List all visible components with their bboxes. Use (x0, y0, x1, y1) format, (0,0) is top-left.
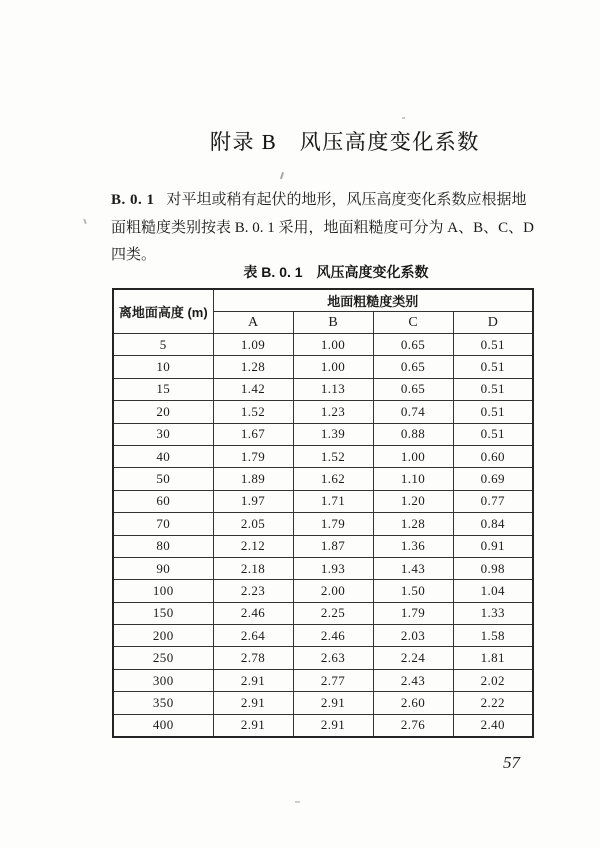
appendix-title: 附录 B 风压高度变化系数 (210, 130, 480, 154)
coefficient-cell: 1.33 (453, 602, 533, 624)
coefficient-cell: 2.25 (293, 602, 373, 624)
coefficient-cell: 2.60 (373, 692, 453, 714)
coefficient-cell: 2.46 (213, 602, 293, 624)
scan-artifact-speck (402, 117, 405, 119)
coefficient-cell: 1.97 (213, 490, 293, 512)
scan-artifact-speck (295, 801, 300, 803)
height-cell: 70 (113, 513, 213, 535)
coefficient-cell: 1.39 (293, 423, 373, 445)
table-row (113, 423, 533, 445)
page-number: 57 (503, 753, 520, 772)
coefficient-cell: 1.09 (213, 334, 293, 356)
coefficient-cell: 2.43 (373, 669, 453, 691)
coefficient-cell: 1.00 (293, 334, 373, 356)
height-cell: 30 (113, 423, 213, 445)
coefficient-cell: 0.51 (453, 401, 533, 423)
coefficient-cell: 2.91 (213, 714, 293, 737)
height-cell: 250 (113, 647, 213, 669)
coefficient-cell: 0.51 (453, 423, 533, 445)
coefficient-cell: 2.40 (453, 714, 533, 737)
table-row (113, 334, 533, 356)
coefficient-cell: 0.65 (373, 378, 453, 400)
coefficient-cell: 0.98 (453, 557, 533, 579)
clause-number: B. 0. 1 (111, 192, 155, 208)
coefficient-cell: 1.52 (293, 445, 373, 467)
header-row-group (113, 289, 533, 312)
coefficient-cell: 0.77 (453, 490, 533, 512)
coefficient-cell: 1.13 (293, 378, 373, 400)
coefficient-cell: 1.62 (293, 468, 373, 490)
table-row (113, 513, 533, 535)
height-cell: 20 (113, 401, 213, 423)
table-row (113, 401, 533, 423)
coefficient-cell: 0.51 (453, 378, 533, 400)
coefficient-cell: 1.93 (293, 557, 373, 579)
coefficient-cell: 2.91 (293, 714, 373, 737)
coefficient-cell: 2.91 (213, 692, 293, 714)
coefficient-cell: 0.69 (453, 468, 533, 490)
height-cell: 50 (113, 468, 213, 490)
coefficient-cell: 1.00 (293, 356, 373, 378)
coefficient-cell: 0.88 (373, 423, 453, 445)
height-cell: 10 (113, 356, 213, 378)
coefficient-cell: 2.77 (293, 669, 373, 691)
height-cell: 80 (113, 535, 213, 557)
height-cell: 100 (113, 580, 213, 602)
coefficient-cell: 0.60 (453, 445, 533, 467)
coefficient-cell: 2.23 (213, 580, 293, 602)
coefficient-cell: 1.43 (373, 557, 453, 579)
table-row (113, 378, 533, 400)
coefficient-cell: 1.52 (213, 401, 293, 423)
clause-line-3: 四类。 (111, 247, 157, 263)
height-cell: 5 (113, 334, 213, 356)
coefficient-cell: 0.51 (453, 334, 533, 356)
table-row (113, 445, 533, 467)
corner-header-cell: 离地面高度 (m) (113, 289, 213, 334)
wind-pressure-coefficient-table (112, 288, 534, 738)
height-cell: 40 (113, 445, 213, 467)
coefficient-cell: 2.64 (213, 625, 293, 647)
coefficient-cell: 2.46 (293, 625, 373, 647)
coefficient-cell: 1.42 (213, 378, 293, 400)
scan-artifact-tick (83, 219, 86, 224)
table-row (113, 356, 533, 378)
height-cell: 60 (113, 490, 213, 512)
coefficient-cell: 0.91 (453, 535, 533, 557)
coefficient-cell: 0.84 (453, 513, 533, 535)
coefficient-cell: 1.79 (213, 445, 293, 467)
coefficient-cell: 2.05 (213, 513, 293, 535)
coefficient-cell: 1.67 (213, 423, 293, 445)
table-row (113, 557, 533, 579)
table-row (113, 714, 533, 737)
clause-line-1 (111, 187, 527, 215)
coefficient-cell: 1.36 (373, 535, 453, 557)
coefficient-cell: 2.18 (213, 557, 293, 579)
coefficient-cell: 1.71 (293, 490, 373, 512)
table-row (113, 580, 533, 602)
category-header-b: B (293, 312, 373, 334)
coefficient-cell: 0.65 (373, 334, 453, 356)
height-cell: 400 (113, 714, 213, 737)
coefficient-cell: 0.51 (453, 356, 533, 378)
coefficient-cell: 1.04 (453, 580, 533, 602)
coefficient-cell: 2.24 (373, 647, 453, 669)
height-cell: 15 (113, 378, 213, 400)
coefficient-cell: 1.50 (373, 580, 453, 602)
coefficient-cell: 2.02 (453, 669, 533, 691)
category-header-d: D (453, 312, 533, 334)
height-cell: 300 (113, 669, 213, 691)
scan-artifact-slash (280, 172, 284, 179)
table-row (113, 669, 533, 691)
coefficient-cell: 1.58 (453, 625, 533, 647)
table-row (113, 647, 533, 669)
coefficient-cell: 0.74 (373, 401, 453, 423)
coefficient-cell: 1.23 (293, 401, 373, 423)
coefficient-cell: 1.79 (373, 602, 453, 624)
coefficient-cell: 1.20 (373, 490, 453, 512)
coefficient-cell: 2.03 (373, 625, 453, 647)
coefficient-cell: 1.79 (293, 513, 373, 535)
table-row (113, 490, 533, 512)
coefficient-cell: 1.10 (373, 468, 453, 490)
height-cell: 150 (113, 602, 213, 624)
height-cell: 90 (113, 557, 213, 579)
coefficient-cell: 2.78 (213, 647, 293, 669)
table-row (113, 692, 533, 714)
coefficient-cell: 2.63 (293, 647, 373, 669)
category-header-a: A (213, 312, 293, 334)
table-row (113, 625, 533, 647)
group-header-cell: 地面粗糙度类别 (213, 289, 533, 312)
coefficient-cell: 2.76 (373, 714, 453, 737)
table-row (113, 468, 533, 490)
coefficient-cell: 1.28 (213, 356, 293, 378)
clause-line-1-text: 对平坦或稍有起伏的地形，风压高度变化系数应根据地 (166, 192, 527, 208)
height-cell: 350 (113, 692, 213, 714)
coefficient-cell: 2.91 (213, 669, 293, 691)
category-header-c: C (373, 312, 453, 334)
coefficient-cell: 1.00 (373, 445, 453, 467)
table-row (113, 602, 533, 624)
coefficient-cell: 2.22 (453, 692, 533, 714)
height-cell: 200 (113, 625, 213, 647)
coefficient-cell: 1.81 (453, 647, 533, 669)
coefficient-cell: 1.89 (213, 468, 293, 490)
coefficient-cell: 2.00 (293, 580, 373, 602)
coefficient-cell: 2.12 (213, 535, 293, 557)
coefficient-cell: 1.28 (373, 513, 453, 535)
clause-line-2: 面粗糙度类别按表 B. 0. 1 采用，地面粗糙度可分为 A、B、C、D (111, 219, 534, 236)
table-body (113, 334, 533, 738)
clause-b01-paragraph (111, 187, 534, 270)
coefficient-cell: 2.91 (293, 692, 373, 714)
table-row (113, 535, 533, 557)
coefficient-cell: 0.65 (373, 356, 453, 378)
coefficient-cell: 1.87 (293, 535, 373, 557)
table-caption: 表 B. 0. 1 风压高度变化系数 (243, 264, 429, 280)
